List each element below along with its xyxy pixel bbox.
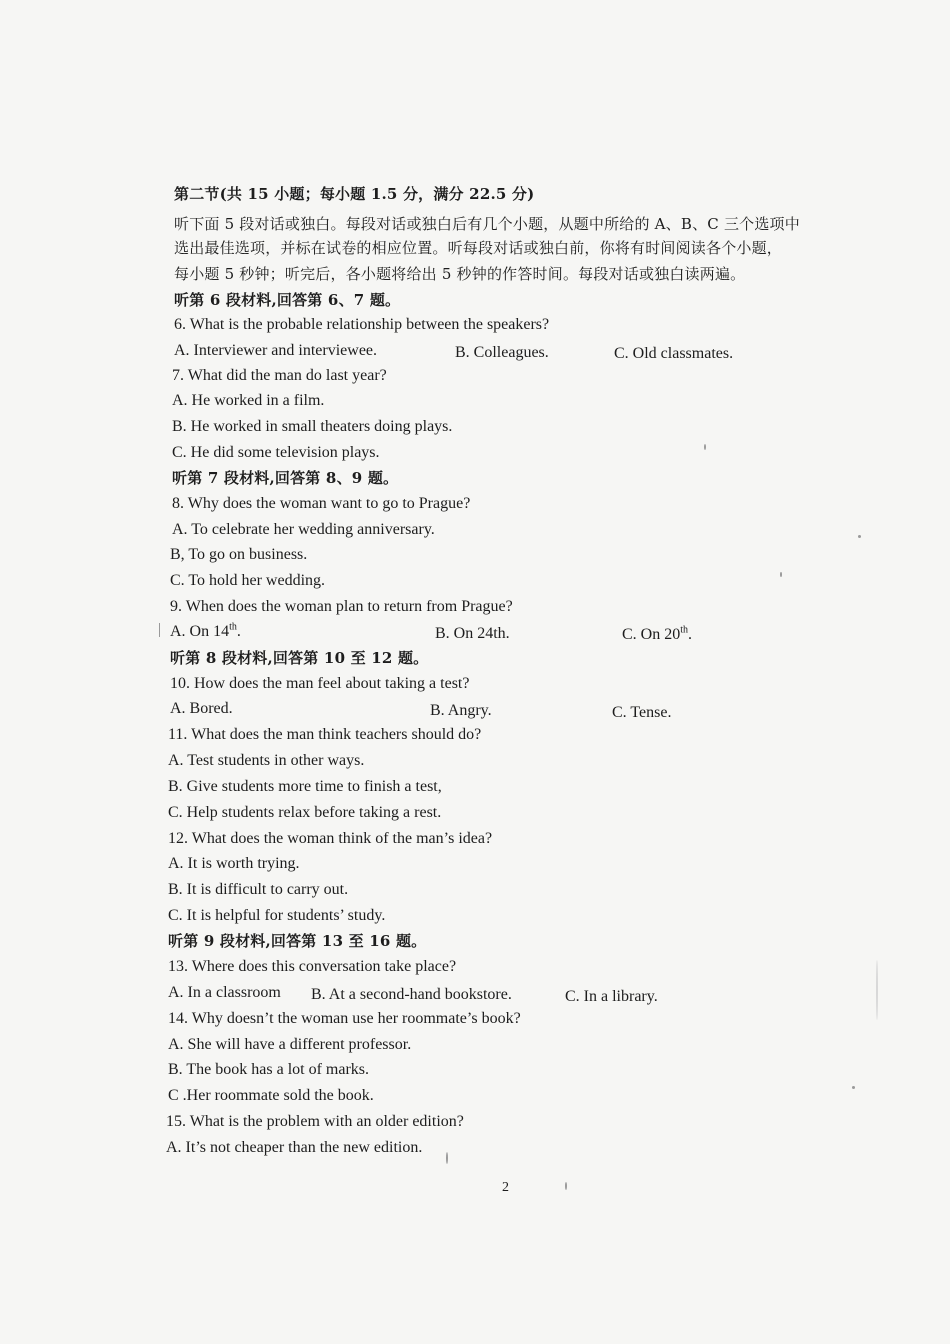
option-11c: C. Help students relax before taking a rest. xyxy=(168,804,442,821)
option-14a: A. She will have a different professor. xyxy=(168,1036,412,1053)
section-header: 第二节(共 15 小题；每小题 1.5 分，满分 22.5 分) xyxy=(174,185,535,203)
question-13: 13. Where does this conversation take place? xyxy=(168,958,457,975)
option-13c: C. In a library. xyxy=(565,988,658,1005)
scan-mark xyxy=(159,623,160,637)
question-10: 10. How does the man feel about taking a test? xyxy=(170,675,470,692)
option-11b: B. Give students more time to finish a test, xyxy=(168,778,442,795)
instruction-line-2: 选出最佳选项，并标在试卷的相应位置。听每段对话或独白前，你将有时间阅读各个小题， xyxy=(174,239,783,257)
group-heading-8: 听第 8 段材料,回答第 10 至 12 题。 xyxy=(170,649,429,667)
option-9a: A. On 14th. xyxy=(170,621,241,640)
option-11a: A. Test students in other ways. xyxy=(168,752,365,769)
option-6c: C. Old classmates. xyxy=(614,345,734,362)
question-14: 14. Why doesn’t the woman use her roommate’s book? xyxy=(168,1010,521,1027)
option-10a: A. Bored. xyxy=(170,700,233,717)
scan-speck xyxy=(704,444,706,450)
option-8a: A. To celebrate her wedding anniversary. xyxy=(172,521,435,538)
question-8: 8. Why does the woman want to go to Prague? xyxy=(172,495,471,512)
instruction-line-1: 听下面 5 段对话或独白。每段对话或独白后有几个小题，从题中所给的 A、B、C 三个选项中 xyxy=(174,215,800,233)
option-10c: C. Tense. xyxy=(612,704,672,721)
scan-speck xyxy=(858,535,861,538)
scan-edge-mark xyxy=(876,960,878,1020)
option-7a: A. He worked in a film. xyxy=(172,392,325,409)
option-6a: A. Interviewer and interviewee. xyxy=(174,342,378,359)
group-heading-7: 听第 7 段材料,回答第 8、9 题。 xyxy=(172,469,399,487)
group-heading-6: 听第 6 段材料,回答第 6、7 题。 xyxy=(174,291,401,309)
option-12c: C. It is helpful for students’ study. xyxy=(168,907,386,924)
option-10b: B. Angry. xyxy=(430,702,492,719)
option-14c: C .Her roommate sold the book. xyxy=(168,1087,374,1104)
option-9c: C. On 20th. xyxy=(622,624,693,643)
page-number: 2 xyxy=(502,1180,509,1195)
instruction-line-3: 每小题 5 秒钟；听完后，各小题将给出 5 秒钟的作答时间。每段对话或独白读两遍。 xyxy=(174,265,746,283)
scan-speck xyxy=(780,572,782,577)
question-6: 6. What is the probable relationship between the speakers? xyxy=(174,316,550,333)
option-7c: C. He did some television plays. xyxy=(172,444,380,461)
question-12: 12. What does the woman think of the man’s idea? xyxy=(168,830,493,847)
option-8c: C. To hold her wedding. xyxy=(170,572,326,589)
option-13a: A. In a classroom xyxy=(168,984,281,1001)
scan-speck xyxy=(565,1182,567,1190)
scan-speck xyxy=(446,1152,448,1164)
option-14b: B. The book has a lot of marks. xyxy=(168,1061,370,1078)
option-8b: B, To go on business. xyxy=(170,546,308,563)
scan-speck xyxy=(852,1086,855,1089)
question-15: 15. What is the problem with an older edition? xyxy=(166,1113,464,1130)
option-7b: B. He worked in small theaters doing plays. xyxy=(172,418,453,435)
option-12a: A. It is worth trying. xyxy=(168,855,300,872)
option-6b: B. Colleagues. xyxy=(455,344,549,361)
question-11: 11. What does the man think teachers should do? xyxy=(168,726,482,743)
option-9b: B. On 24th. xyxy=(435,625,510,642)
option-15a: A. It’s not cheaper than the new edition. xyxy=(166,1139,423,1156)
option-12b: B. It is difficult to carry out. xyxy=(168,881,349,898)
group-heading-9: 听第 9 段材料,回答第 13 至 16 题。 xyxy=(168,932,427,950)
option-13b: B. At a second-hand bookstore. xyxy=(311,986,512,1003)
question-7: 7. What did the man do last year? xyxy=(172,367,387,384)
question-9: 9. When does the woman plan to return from Prague? xyxy=(170,598,513,615)
